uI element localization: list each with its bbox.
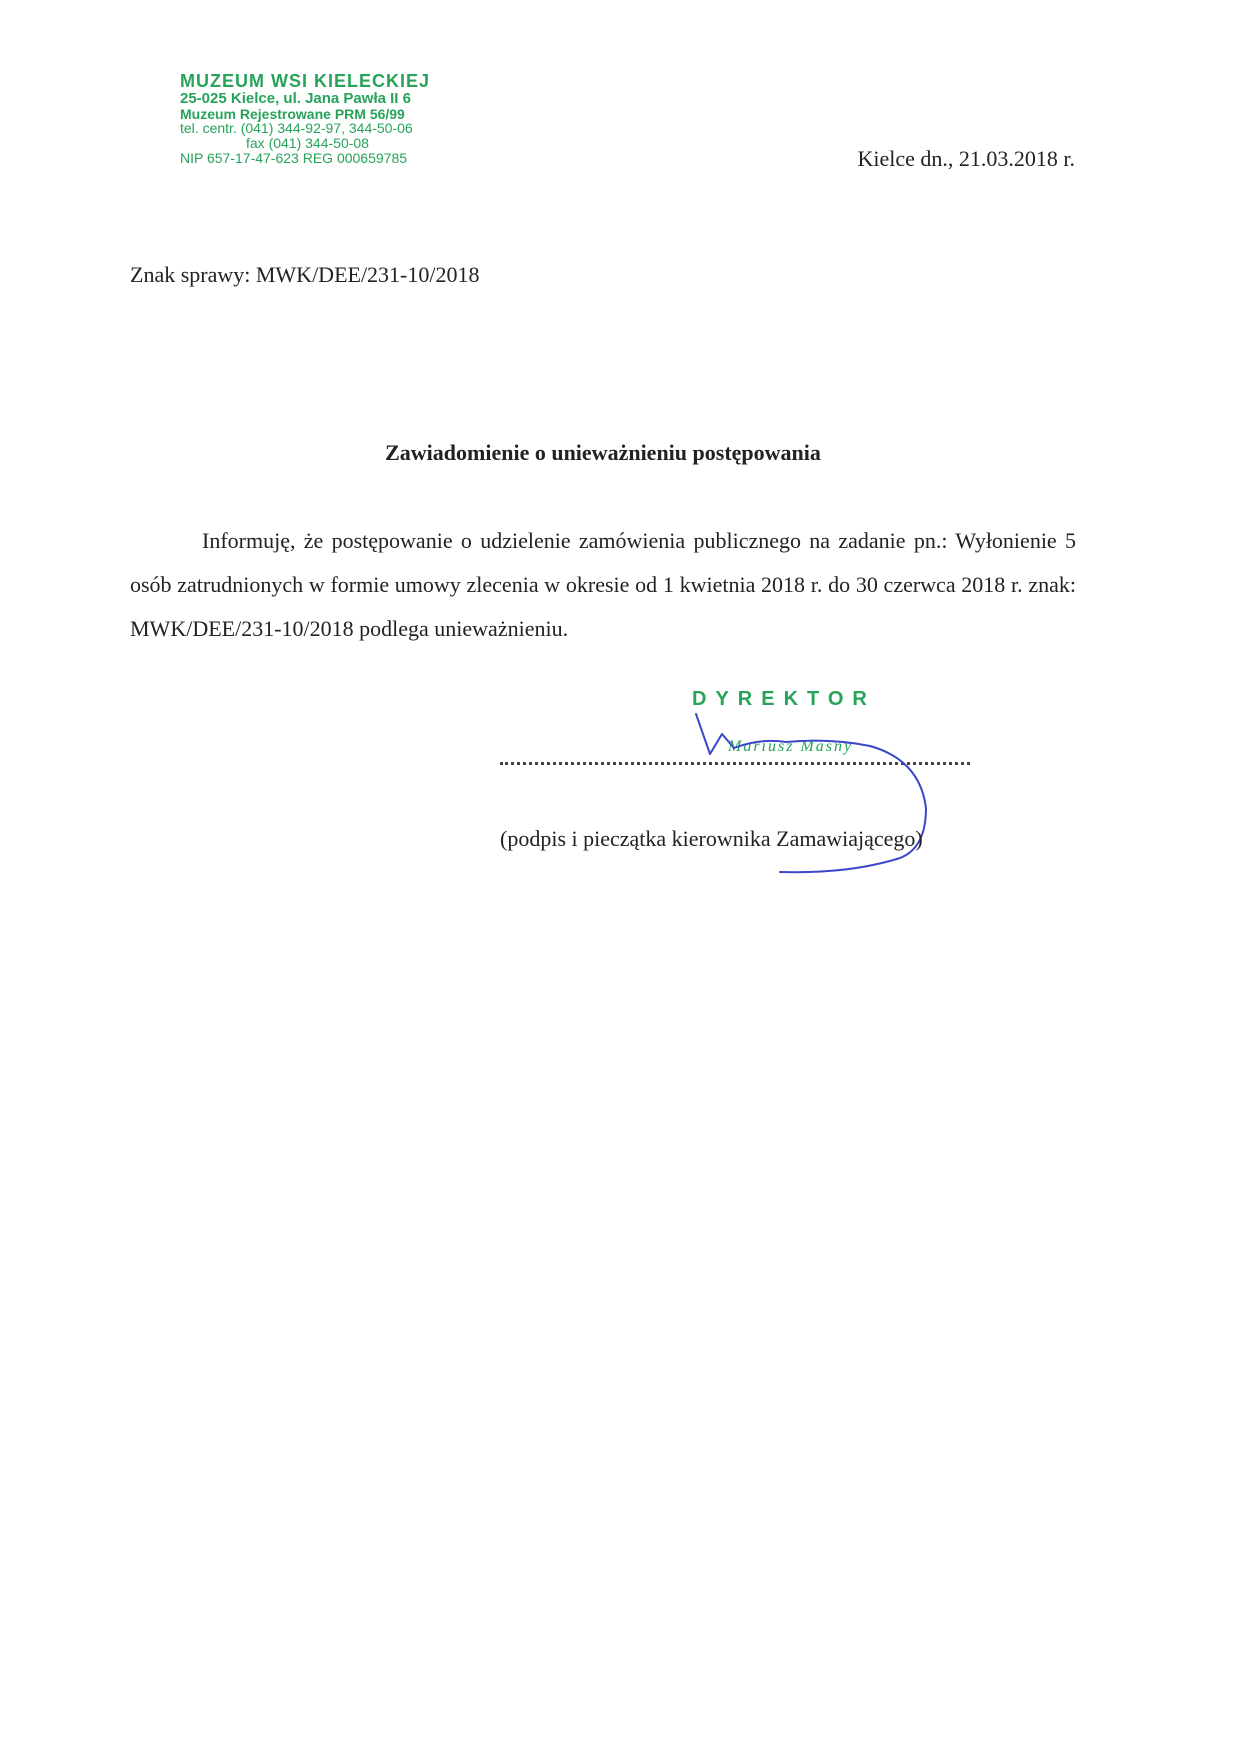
case-reference: Znak sprawy: MWK/DEE/231-10/2018 [130, 262, 480, 287]
director-stamp-title: DYREKTOR [692, 688, 876, 710]
handwritten-signature [690, 708, 950, 878]
stamp-line-fax: fax (041) 344-50-08 [246, 135, 369, 152]
signature-caption: (podpis i pieczątka kierownika Zamawiającego) [500, 826, 923, 851]
stamp-line-nip: NIP 657-17-47-623 REG 000659785 [180, 149, 408, 166]
stamp-line-registry: Muzeum Rejestrowane PRM 56/99 [180, 105, 405, 122]
director-stamp-name: Mariusz Masny [728, 738, 854, 755]
institution-stamp [180, 72, 520, 165]
stamp-line-phone: tel. centr. (041) 344-92-97, 344-50-06 [180, 120, 413, 137]
document-body: Informuję, że postępowanie o udzielenie zamówienia publicznego na zadanie pn.: Wyłonienie 5 osób zatrudnionych w formie umowy zlecenia w okresie od 1 kwietnia 2018 r. do 30 czerwca 2018 r. znak: MWK/DEE/231-10/2018 podlega unieważnieniu. [130, 528, 1076, 641]
stamp-line-name: MUZEUM WSI KIELECKIEJ [180, 71, 431, 91]
stamp-line-address: 25-025 Kielce, ul. Jana Pawła II 6 [180, 89, 411, 107]
place-date: Kielce dn., 21.03.2018 r. [857, 146, 1075, 171]
document-title: Zawiadomienie o unieważnieniu postępowania [385, 440, 821, 465]
